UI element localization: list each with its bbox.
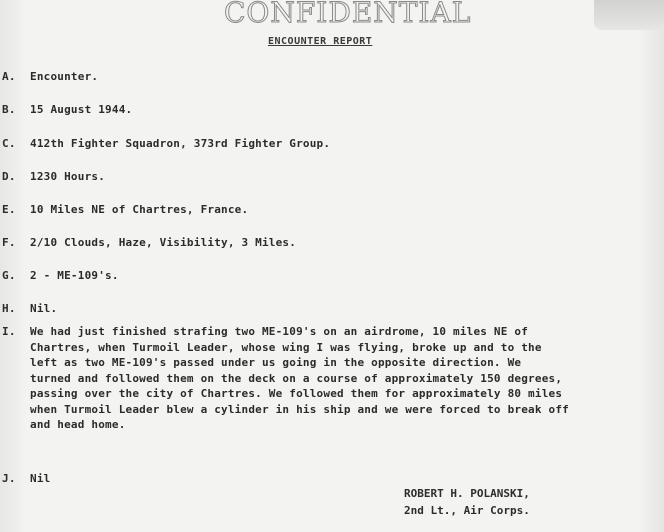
narrative-line: turned and followed them on the deck on a course of approximately 150 degrees, <box>30 371 563 385</box>
item-text: 15 August 1944. <box>30 103 133 116</box>
item-f <box>2 236 296 249</box>
item-g <box>2 269 119 282</box>
item-letter: D. <box>2 170 16 183</box>
narrative-line: Chartres, when Turmoil Leader, whose wing I was flying, broke up and to the <box>30 340 542 354</box>
item-letter: C. <box>2 137 16 150</box>
narrative-paragraph <box>2 324 569 433</box>
item-h <box>2 302 57 315</box>
item-letter: B. <box>2 103 16 116</box>
signature-block <box>404 485 530 519</box>
item-letter: I. <box>2 325 16 338</box>
item-text: 2 - ME-109's. <box>30 269 119 282</box>
narrative-line: passing over the city of Chartres. We followed them for approximately 80 miles <box>30 387 563 400</box>
item-text: 2/10 Clouds, Haze, Visibility, 3 Miles. <box>30 236 297 249</box>
item-text: Nil. <box>30 302 58 315</box>
item-letter: F. <box>2 236 16 249</box>
item-c <box>2 137 330 150</box>
item-letter: J. <box>2 472 16 485</box>
item-j <box>2 472 50 485</box>
item-letter: E. <box>2 203 16 216</box>
narrative-line: left as two ME-109's passed under us going in the opposite direction. We <box>30 356 522 369</box>
item-letter: H. <box>2 302 16 315</box>
item-a <box>2 70 98 83</box>
narrative-line: when Turmoil Leader blew a cylinder in his ship and we were forced to break off <box>30 402 569 416</box>
signature-name: ROBERT H. POLANSKI, <box>404 487 530 500</box>
narrative-line: We had just finished strafing two ME-109's on an airdrome, 10 miles NE of <box>30 325 529 338</box>
item-d <box>2 170 105 183</box>
signature-rank: 2nd Lt., Air Corps. <box>404 504 530 517</box>
item-text: 1230 Hours. <box>30 170 106 183</box>
item-text: 10 Miles NE of Chartres, France. <box>30 203 249 216</box>
item-text: Nil <box>30 472 51 485</box>
page-edge-shadow <box>594 0 664 30</box>
confidential-stamp: CONFIDENTIAL <box>224 0 472 29</box>
narrative-line: and head home. <box>30 418 126 431</box>
item-letter: G. <box>2 269 16 282</box>
item-letter: A. <box>2 70 16 83</box>
item-e <box>2 203 248 216</box>
report-title: ENCOUNTER REPORT <box>268 36 373 47</box>
item-text: 412th Fighter Squadron, 373rd Fighter Group. <box>30 137 331 150</box>
item-text: Encounter. <box>30 70 99 83</box>
item-b <box>2 103 132 116</box>
